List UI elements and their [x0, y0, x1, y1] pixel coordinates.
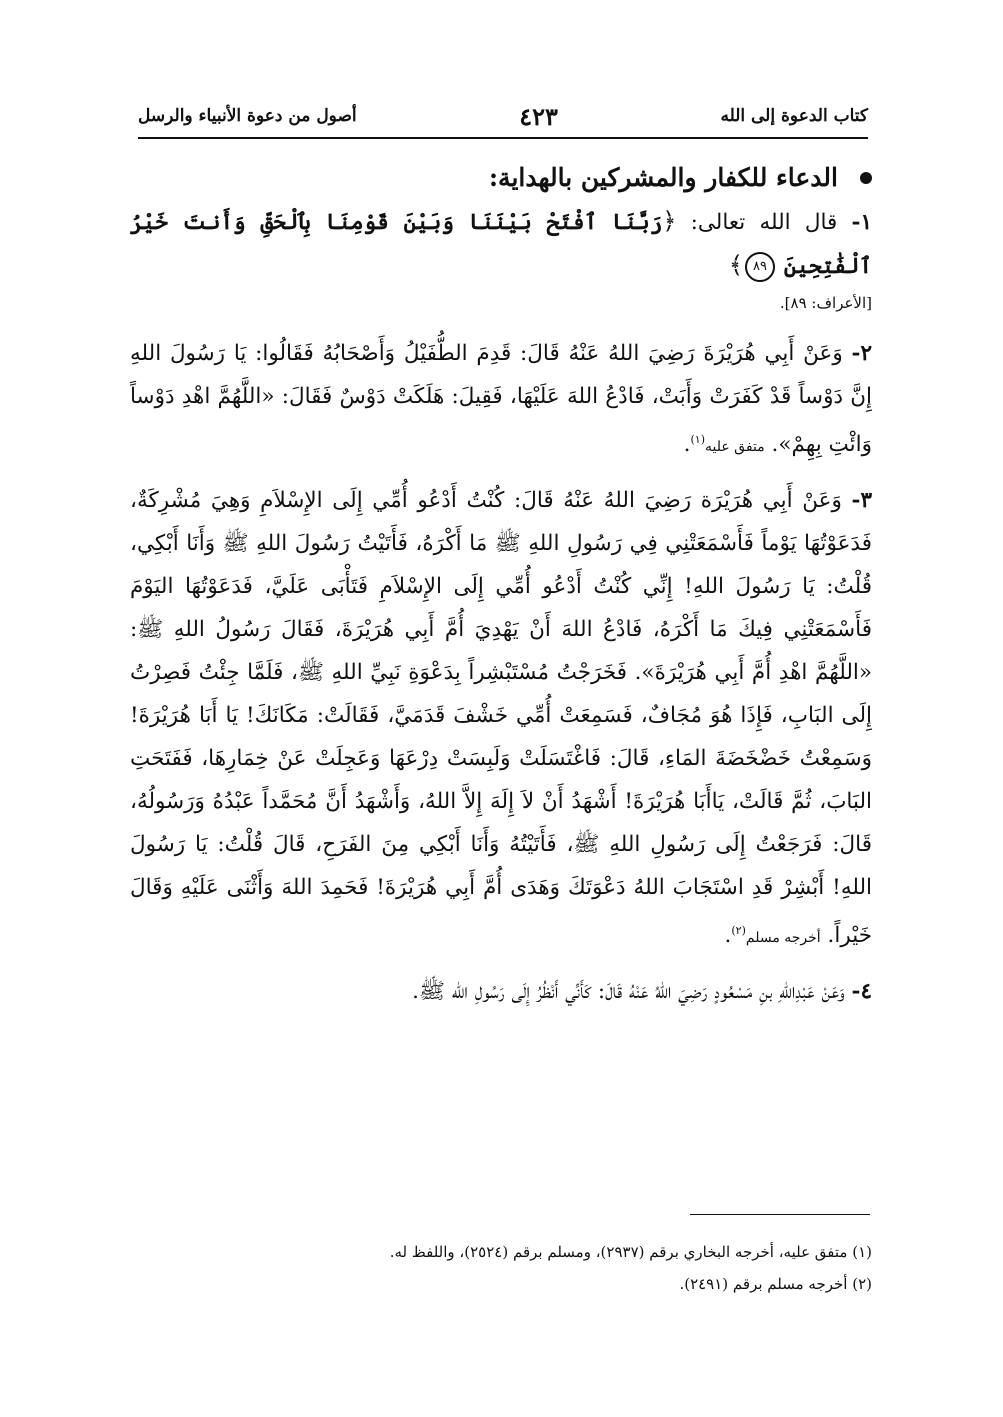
hadith-source: متفق عليه — [705, 439, 765, 456]
item-3 — [130, 479, 872, 960]
section-heading — [130, 163, 872, 192]
item-end: . — [724, 923, 732, 949]
footnote-1: (١) متفق عليه، أخرجه البخاري برقم (٢٩٣٧)، ومسلم برقم (٢٥٢٤)، واللفظ له. — [389, 1243, 872, 1261]
item-number: ٤- — [851, 979, 872, 1005]
hadith-text: وَعَنْ عَبْدِاللهِ بنِ مَسْعُودٍ رَضِيَ اللهُ عَنْهُ قَالَ: كَأَنِّي أَنْظُرُ إِلَى رَسُولِ الله ﷺ. — [412, 979, 845, 1005]
item-end: . — [683, 432, 691, 458]
footnote-2: (٢) أخرجه مسلم برقم (٢٤٩١). — [679, 1275, 872, 1293]
bullet-icon — [860, 172, 872, 184]
ayah-number-mark: ٨٩ — [745, 252, 775, 282]
verse-reference: [الأعراف: ٨٩]. — [779, 294, 872, 312]
item-2 — [130, 332, 872, 469]
item-4 — [130, 970, 872, 1013]
item-1 — [130, 200, 872, 288]
spacer — [130, 960, 872, 970]
header-section-title: أصول من دعوة الأنبياء والرسل — [138, 106, 357, 126]
hadith-text: وَعَنْ أَبِي هُرَيْرَةَ رَضِيَ اللهُ عَنْهُ قَالَ: قَدِمَ الطُّفَيْلُ وَأَصْحَابُهُ فَقَالُوا: يَا رَسُولَ اللهِ إِنَّ دَوْساً قَدْ كَفَرَتْ وَأَبَتْ، فَادْعُ اللهَ عَلَيْهَا، فَقِيلَ: هَلَكَتْ دَوْسٌ فَقَالَ: «اللَّهُمَّ اهْدِ دَوْساً وَائْتِ بِهِمْ». — [130, 341, 872, 458]
header-book-title: كتاب الدعوة إلى الله — [720, 106, 868, 126]
footnotes — [300, 1236, 872, 1300]
main-text — [130, 163, 872, 1013]
footnote-mark: (٢) — [731, 924, 746, 938]
item-number: ١- — [851, 210, 872, 235]
quran-close-bracket: ﴾ — [728, 251, 743, 279]
item-number: ٢- — [851, 341, 872, 366]
hadith-source: أخرجه مسلم — [745, 930, 821, 947]
footnote-rule — [690, 1214, 870, 1215]
item-intro: قال الله تعالى: — [690, 210, 838, 235]
item-number: ٣- — [851, 488, 873, 514]
page-number: ٤٢٣ — [519, 101, 558, 131]
header-rule — [138, 137, 868, 139]
spacer — [130, 469, 872, 479]
quran-verse: رَبَّنَا ٱفْتَحْ بَيْنَنَا وَبَيْنَ قَوْمِنَا بِٱلْحَقِّ وَأَنتَ خَيْرُ ٱلْفَٰتِحِينَ — [130, 210, 872, 279]
hadith-text: وَعَنْ أَبِي هُرَيْرَة رَضِيَ اللهُ عَنْهُ قَالَ: كُنْتُ أَدْعُو أُمِّي إِلَى الإِسْلاَمِ وَهِيَ مُشْرِكَةٌ، فَدَعَوْتُهَا يَوْماً فَأَسْمَعَتْنِي فِي رَسُولِ اللهِ ﷺ مَا أَكْرَهُ، فَأَتَيْتُ رَسُولَ اللهِ ﷺ وَأَنَا أَبْكِي، قُلْتُ: يَا رَسُولَ اللهِ! إِنِّي كُنْتُ أَدْعُو أُمِّي إِلَى الإِسْلاَمِ فَتَأْبَى عَلَيَّ، فَدَعَوْتُهَا اليَوْمَ فَأَسْمَعَتْنِي فِيكَ مَا أَكْرَهُ، فَادْعُ اللهَ أَنْ يَهْدِيَ أُمَّ أَبِي هُرَيْرَةَ، فَقَالَ رَسُولُ اللهِ ﷺ: «اللَّهُمَّ اهْدِ أُمَّ أَبِي هُرَيْرَةَ». فَخَرَجْتُ مُسْتَبْشِراً بِدَعْوَةِ نَبِيِّ اللهِ ﷺ، فَلَمَّا جِئْتُ فَصِرْتُ إِلَى البَابِ، فَإِذَا هُوَ مُجَافٌ، فَسَمِعَتْ أُمِّي خَشْفَ قَدَمَيَّ، فَقَالَتْ: مَكَانَكَ! يَا أَبَا هُرَيْرَةَ! وَسَمِعْتُ خَضْخَضَةَ المَاءِ، قَالَ: فَاغْتَسَلَتْ وَلَبِسَتْ دِرْعَهَا وَعَجِلَتْ عَنْ خِمَارِهَا، فَفَتَحَتِ البَابَ، ثُمَّ قَالَتْ، يَاأَبَا هُرَيْرَةَ! أَشْهَدُ أَنْ لاَ إِلَهَ إِلاَّ اللهُ، وَأَشْهَدُ أَنَّ مُحَمَّداً عَبْدُهُ وَرَسُولُهُ، قَالَ: فَرَجَعْتُ إِلَى رَسُولِ اللهِ ﷺ، فَأَتَيْتُهُ وَأَنَا أَبْكِي مِنَ الفَرَحِ، قَالَ قُلْتُ: يَا رَسُولَ اللهِ! أَبْشِرْ قَدِ اسْتَجَابَ اللهُ دَعْوَتَكَ وَهَدَى أُمَّ أَبِي هُرَيْرَةَ! فَحَمِدَ اللهَ وَأَثْنَى عَلَيْهِ وَقَالَ خَيْراً. — [130, 488, 872, 949]
footnote-mark: (١) — [690, 433, 706, 446]
section-heading-text: الدعاء للكفار والمشركين بالهداية: — [488, 163, 838, 192]
running-header — [138, 96, 868, 136]
quran-open-bracket: ﴿ — [662, 207, 677, 235]
